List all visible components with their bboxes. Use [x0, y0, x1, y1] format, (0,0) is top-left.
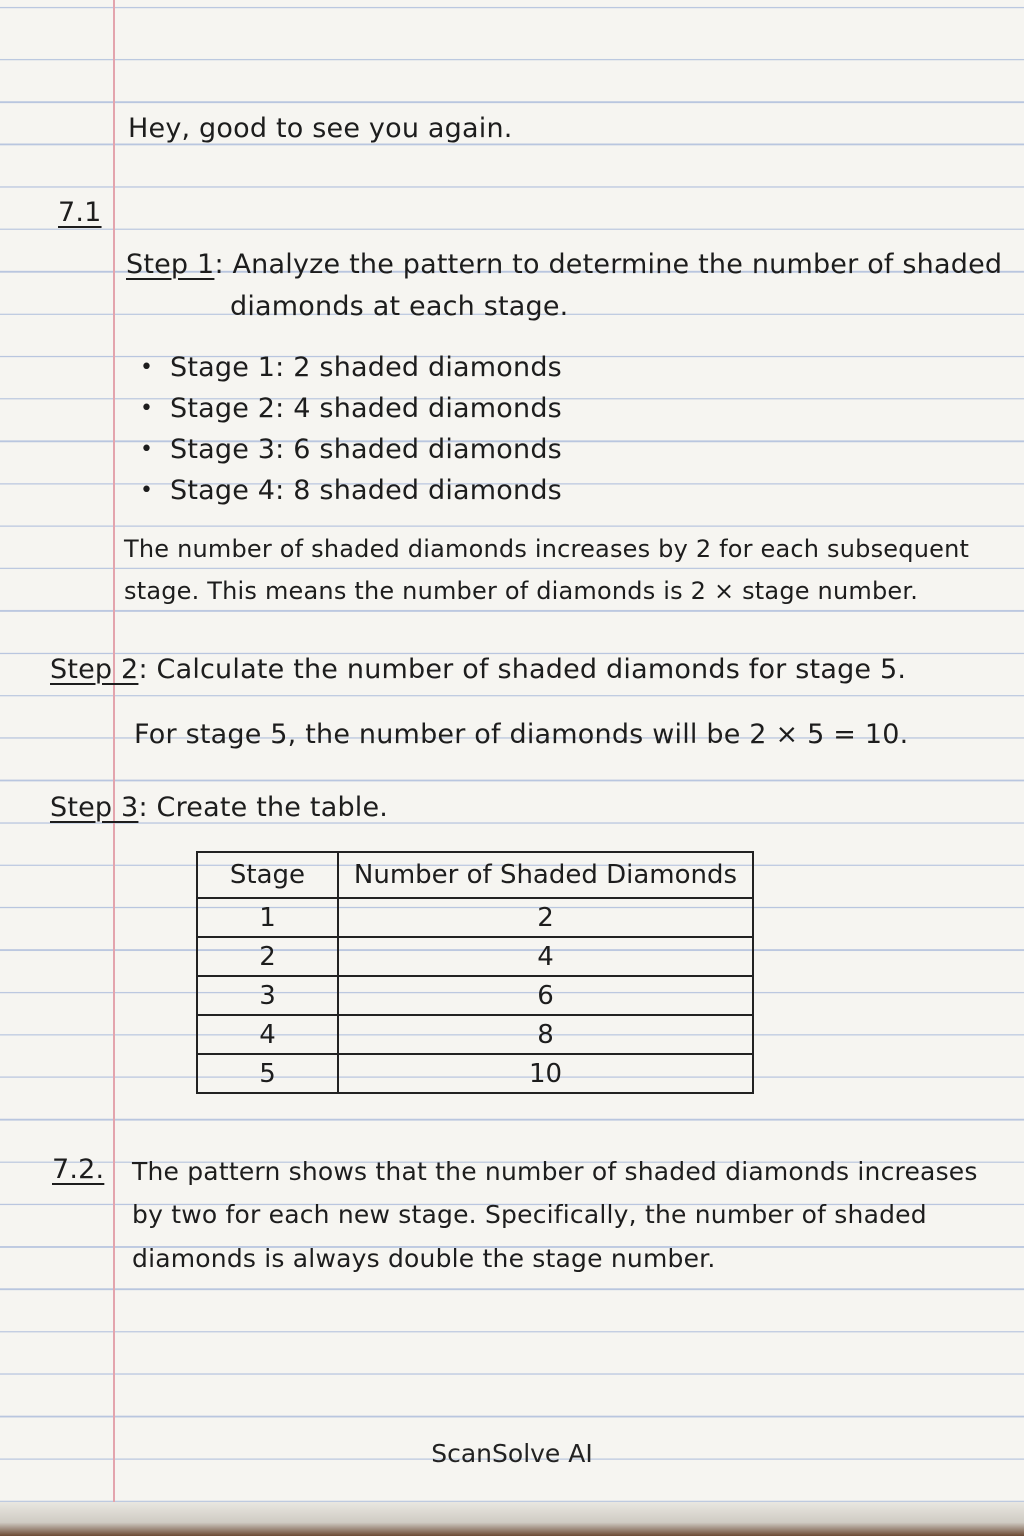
- bullet-dot: •: [140, 396, 153, 421]
- step2-label: Step 2: [50, 654, 139, 685]
- table-cell: 4: [338, 937, 753, 976]
- table-row: [197, 937, 753, 976]
- step2-result: For stage 5, the number of diamonds will be 2 × 5 = 10.: [134, 719, 909, 750]
- step3-line: [50, 791, 388, 825]
- table-cell: 3: [197, 976, 338, 1015]
- table-cell: 6: [338, 976, 753, 1015]
- step2-text: : Calculate the number of shaded diamonds for stage 5.: [138, 654, 907, 685]
- greeting-text: Hey, good to see you again.: [128, 113, 513, 144]
- page-bottom-edge: [0, 1502, 1024, 1536]
- list-item: Stage 2: 4 shaded diamonds: [170, 393, 562, 424]
- table-cell: 2: [197, 937, 338, 976]
- bullet-dot: •: [140, 478, 153, 503]
- table-cell: 2: [338, 898, 753, 937]
- list-item: Stage 3: 6 shaded diamonds: [170, 434, 562, 465]
- section-number-7-1: 7.1: [58, 197, 102, 228]
- list-item: Stage 4: 8 shaded diamonds: [170, 475, 562, 506]
- table-row: [197, 898, 753, 937]
- step3-text: : Create the table.: [138, 792, 389, 823]
- footer-watermark: ScanSolve AI: [431, 1439, 593, 1468]
- step1-label: Step 1: [126, 249, 215, 280]
- table-cell: 5: [197, 1054, 338, 1093]
- table-cell: 8: [338, 1015, 753, 1054]
- pattern-explanation-line2: stage. This means the number of diamonds is 2 × stage number.: [124, 577, 919, 605]
- conclusion-line2: by two for each new stage. Specifically, the number of shaded: [132, 1200, 927, 1229]
- table-cell: 4: [197, 1015, 338, 1054]
- margin-line: [113, 0, 115, 1510]
- step2-line: [50, 653, 906, 687]
- step3-label: Step 3: [50, 792, 139, 823]
- table-row: [197, 1054, 753, 1093]
- pattern-explanation-line1: The number of shaded diamonds increases by 2 for each subsequent: [124, 535, 970, 563]
- bullet-dot: •: [140, 437, 153, 462]
- table-row: [197, 976, 753, 1015]
- list-item: Stage 1: 2 shaded diamonds: [170, 352, 562, 383]
- table-row: [197, 1015, 753, 1054]
- table-header-cell: Number of Shaded Diamonds: [338, 852, 753, 898]
- stage-diamonds-table: [196, 851, 754, 1094]
- conclusion-line3: diamonds is always double the stage number.: [132, 1244, 716, 1273]
- table-cell: 10: [338, 1054, 753, 1093]
- step1-text: : Analyze the pattern to determine the number of shaded: [214, 249, 1003, 280]
- step1-text-cont: diamonds at each stage.: [230, 291, 569, 322]
- section-number-7-2: 7.2.: [52, 1154, 105, 1185]
- bullet-dot: •: [140, 355, 153, 380]
- table-cell: 1: [197, 898, 338, 937]
- table-header-row: [197, 852, 753, 898]
- step1-line: [126, 248, 1002, 282]
- conclusion-line1: The pattern shows that the number of shaded diamonds increases: [132, 1157, 978, 1186]
- table-header-cell: Stage: [197, 852, 338, 898]
